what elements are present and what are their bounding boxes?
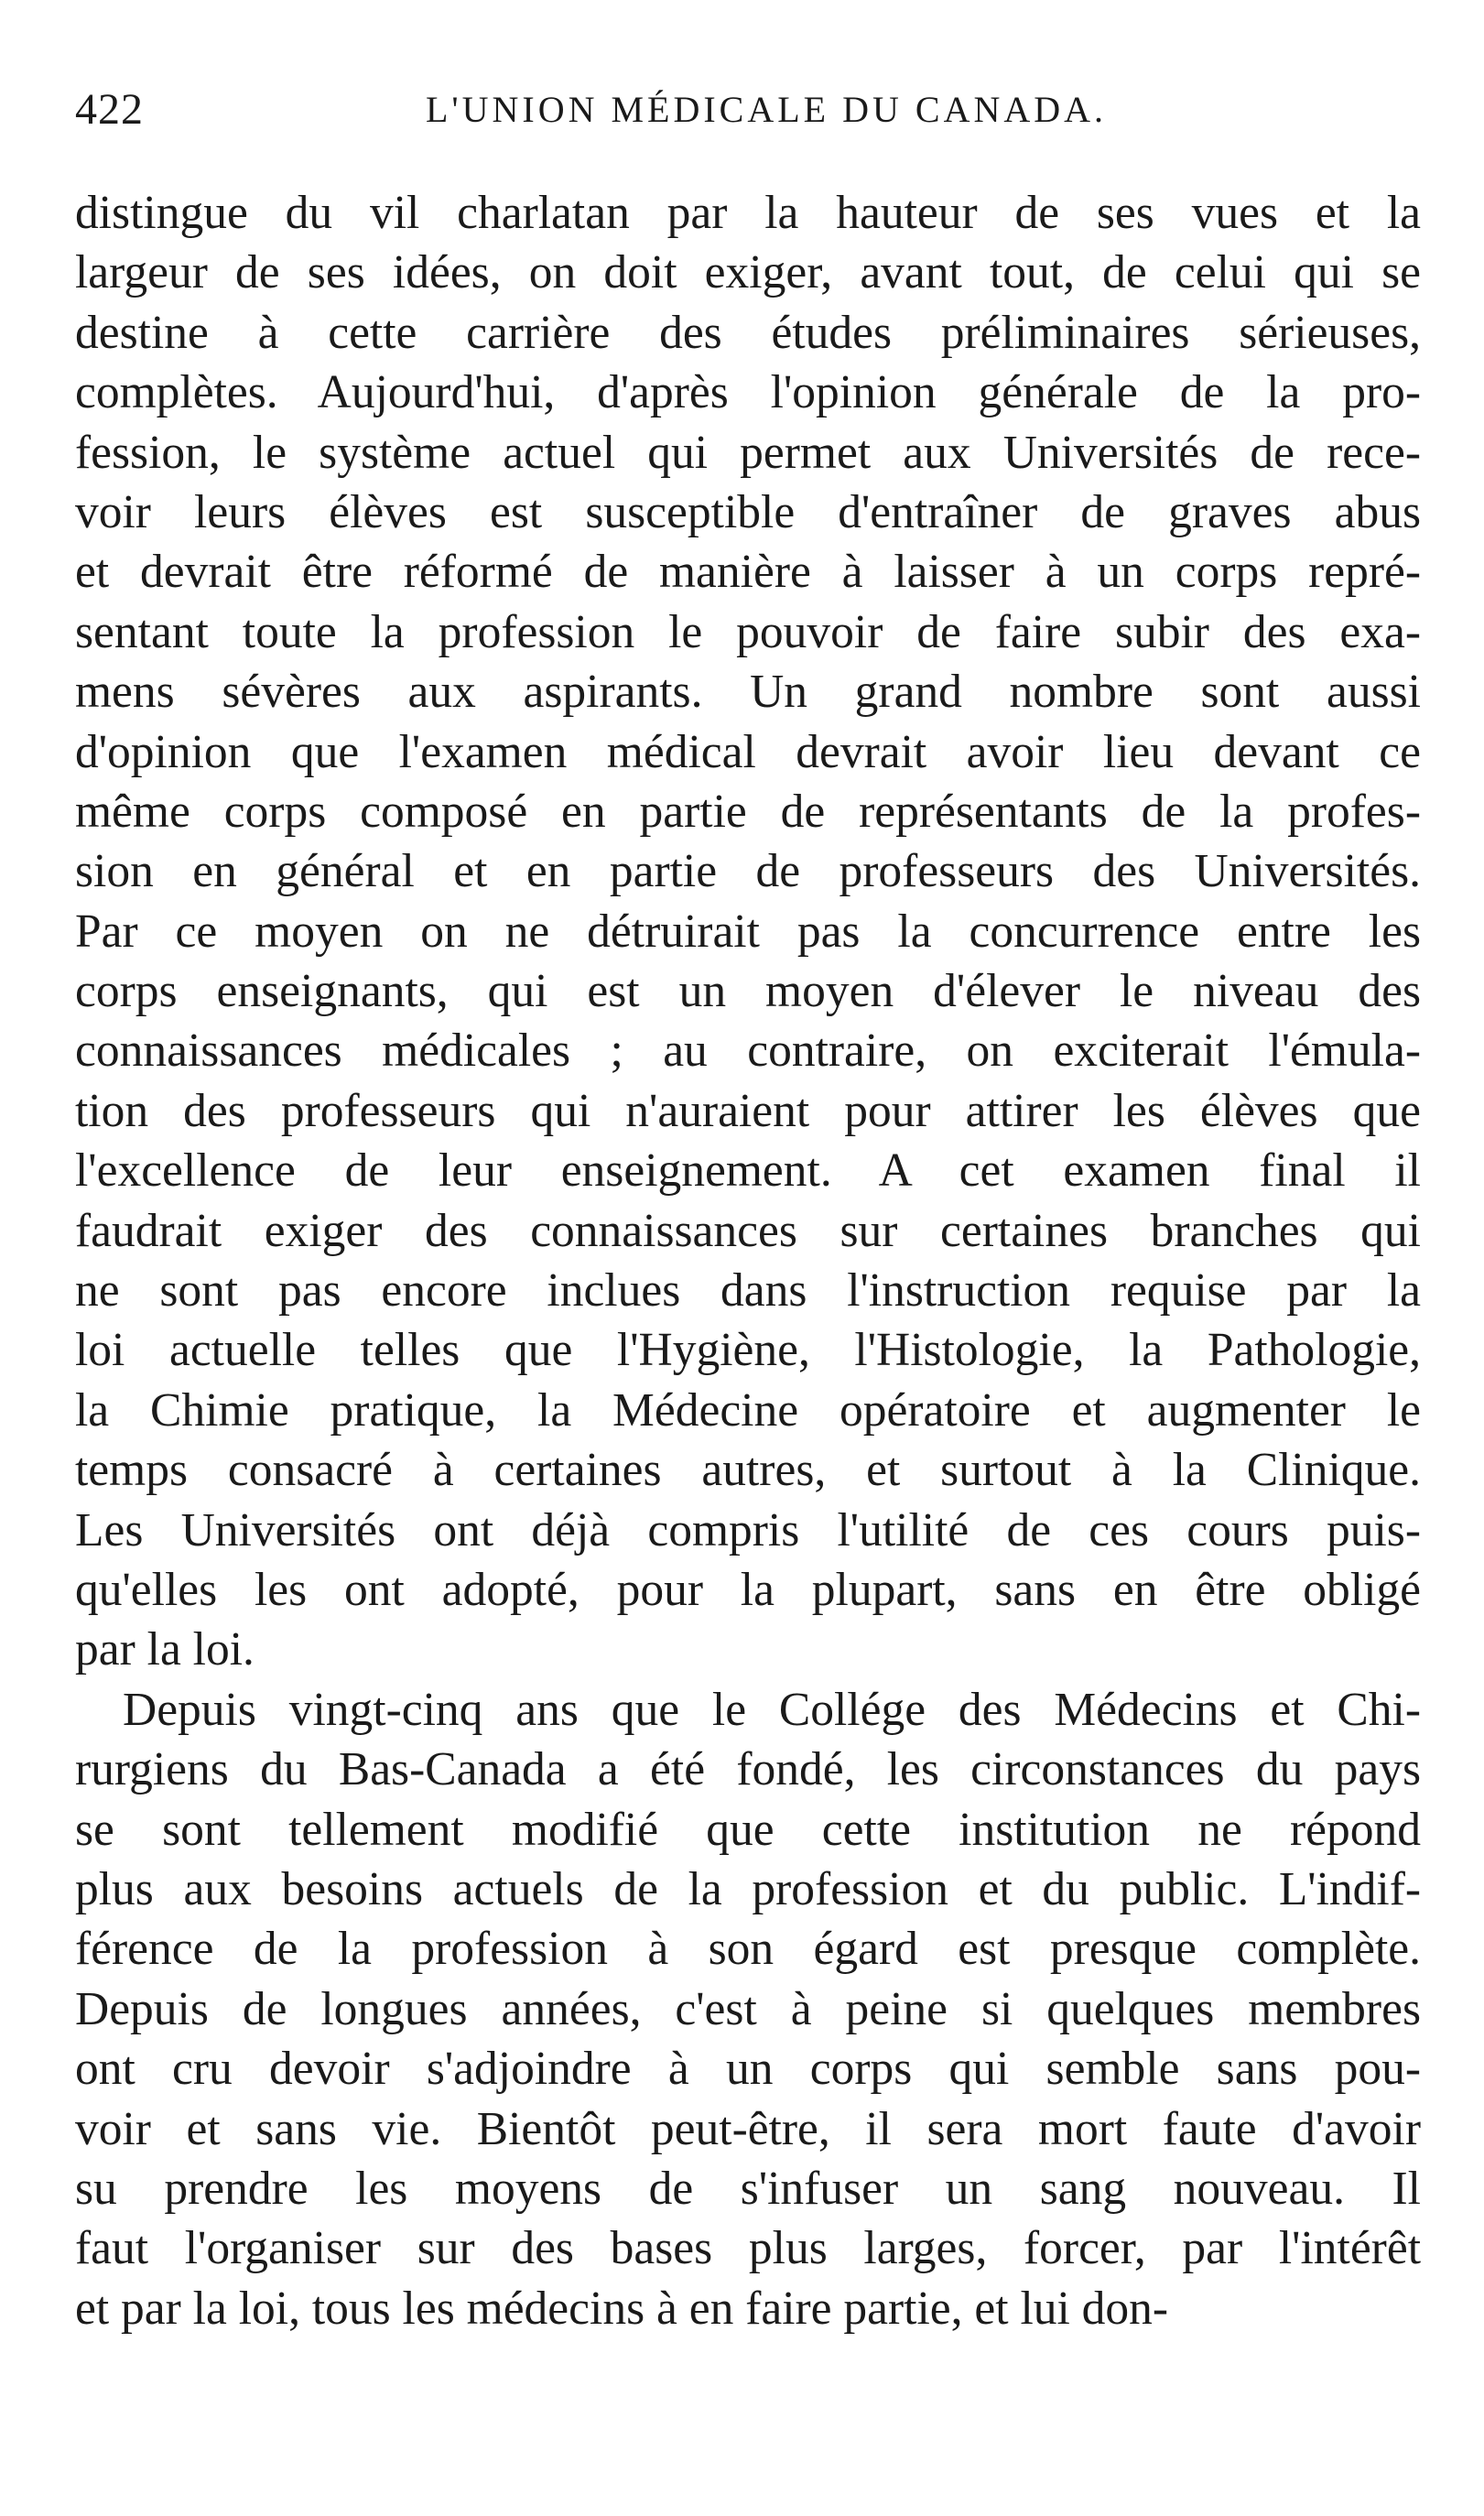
paragraph bbox=[75, 183, 1421, 1680]
page-number: 422 bbox=[75, 85, 144, 134]
text-line: Depuis de longues années, c'est à peine si quelques membres bbox=[75, 1982, 1421, 2035]
text-line: Par ce moyen on ne détruirait pas la concurrence entre les bbox=[75, 905, 1421, 958]
text-line: sentant toute la profession le pouvoir de faire subir des exa- bbox=[75, 605, 1421, 658]
text-line: par la loi. bbox=[75, 1623, 255, 1676]
text-line: Depuis vingt-cinq ans que le Collége des Médecins et Chi- bbox=[123, 1683, 1421, 1736]
text-line: et devrait être réformé de manière à laisser à un corps repré- bbox=[75, 546, 1421, 599]
text-line: Les Universités ont déjà compris l'utilité de ces cours puis- bbox=[75, 1503, 1421, 1556]
text-line: plus aux besoins actuels de la profession et du public. L'indif- bbox=[75, 1862, 1421, 1915]
paragraph bbox=[75, 1680, 1421, 2338]
text-line: fession, le système actuel qui permet aux Universités de rece- bbox=[75, 426, 1421, 479]
text-line: sion en général et en partie de professeurs des Universités. bbox=[75, 845, 1421, 898]
text-line: rurgiens du Bas-Canada a été fondé, les circonstances du pays bbox=[75, 1743, 1421, 1796]
body-text bbox=[75, 183, 1421, 2338]
text-line: se sont tellement modifié que cette institution ne répond bbox=[75, 1803, 1421, 1856]
text-line: largeur de ses idées, on doit exiger, avant tout, de celui qui se bbox=[75, 246, 1421, 299]
text-line: corps enseignants, qui est un moyen d'élever le niveau des bbox=[75, 965, 1421, 1018]
text-line: ont cru devoir s'adjoindre à un corps qui semble sans pou- bbox=[75, 2043, 1421, 2096]
text-line: faudrait exiger des connaissances sur certaines branches qui bbox=[75, 1204, 1421, 1257]
text-line: su prendre les moyens de s'infuser un sang nouveau. Il bbox=[75, 2162, 1421, 2215]
text-line: d'opinion que l'examen médical devrait avoir lieu devant ce bbox=[75, 725, 1421, 778]
text-line: temps consacré à certaines autres, et surtout à la Clinique. bbox=[75, 1444, 1421, 1497]
text-line: et par la loi, tous les médecins à en faire partie, et lui don- bbox=[75, 2282, 1169, 2335]
text-line: tion des professeurs qui n'auraient pour attirer les élèves que bbox=[75, 1084, 1421, 1137]
text-line: faut l'organiser sur des bases plus larges, forcer, par l'intérêt bbox=[75, 2222, 1421, 2275]
text-line: férence de la profession à son égard est presque complète. bbox=[75, 1923, 1421, 1976]
text-line: voir et sans vie. Bientôt peut-être, il sera mort faute d'avoir bbox=[75, 2102, 1421, 2155]
text-line: connaissances médicales ; au contraire, on exciterait l'émula- bbox=[75, 1025, 1421, 1078]
text-line: ne sont pas encore inclues dans l'instruction requise par la bbox=[75, 1264, 1421, 1318]
text-line: distingue du vil charlatan par la hauteur de ses vues et la bbox=[75, 187, 1421, 239]
text-line: complètes. Aujourd'hui, d'après l'opinion générale de la pro- bbox=[75, 366, 1421, 419]
text-line: même corps composé en partie de représentants de la profes- bbox=[75, 785, 1421, 838]
text-line: la Chimie pratique, la Médecine opératoire et augmenter le bbox=[75, 1383, 1421, 1437]
book-page bbox=[75, 84, 1421, 2465]
text-line: mens sévères aux aspirants. Un grand nombre sont aussi bbox=[75, 666, 1421, 719]
text-line: destine à cette carrière des études préliminaires sérieuses, bbox=[75, 306, 1421, 359]
text-line: l'excellence de leur enseignement. A cet examen final il bbox=[75, 1144, 1421, 1198]
text-line: qu'elles les ont adopté, pour la plupart, sans en être obligé bbox=[75, 1563, 1421, 1616]
text-line: loi actuelle telles que l'Hygiène, l'Histologie, la Pathologie, bbox=[75, 1324, 1421, 1377]
page-header bbox=[75, 84, 1421, 148]
running-title: L'UNION MÉDICALE DU CANADA. bbox=[425, 89, 1108, 130]
text-line: voir leurs élèves est susceptible d'entraîner de graves abus bbox=[75, 485, 1421, 538]
